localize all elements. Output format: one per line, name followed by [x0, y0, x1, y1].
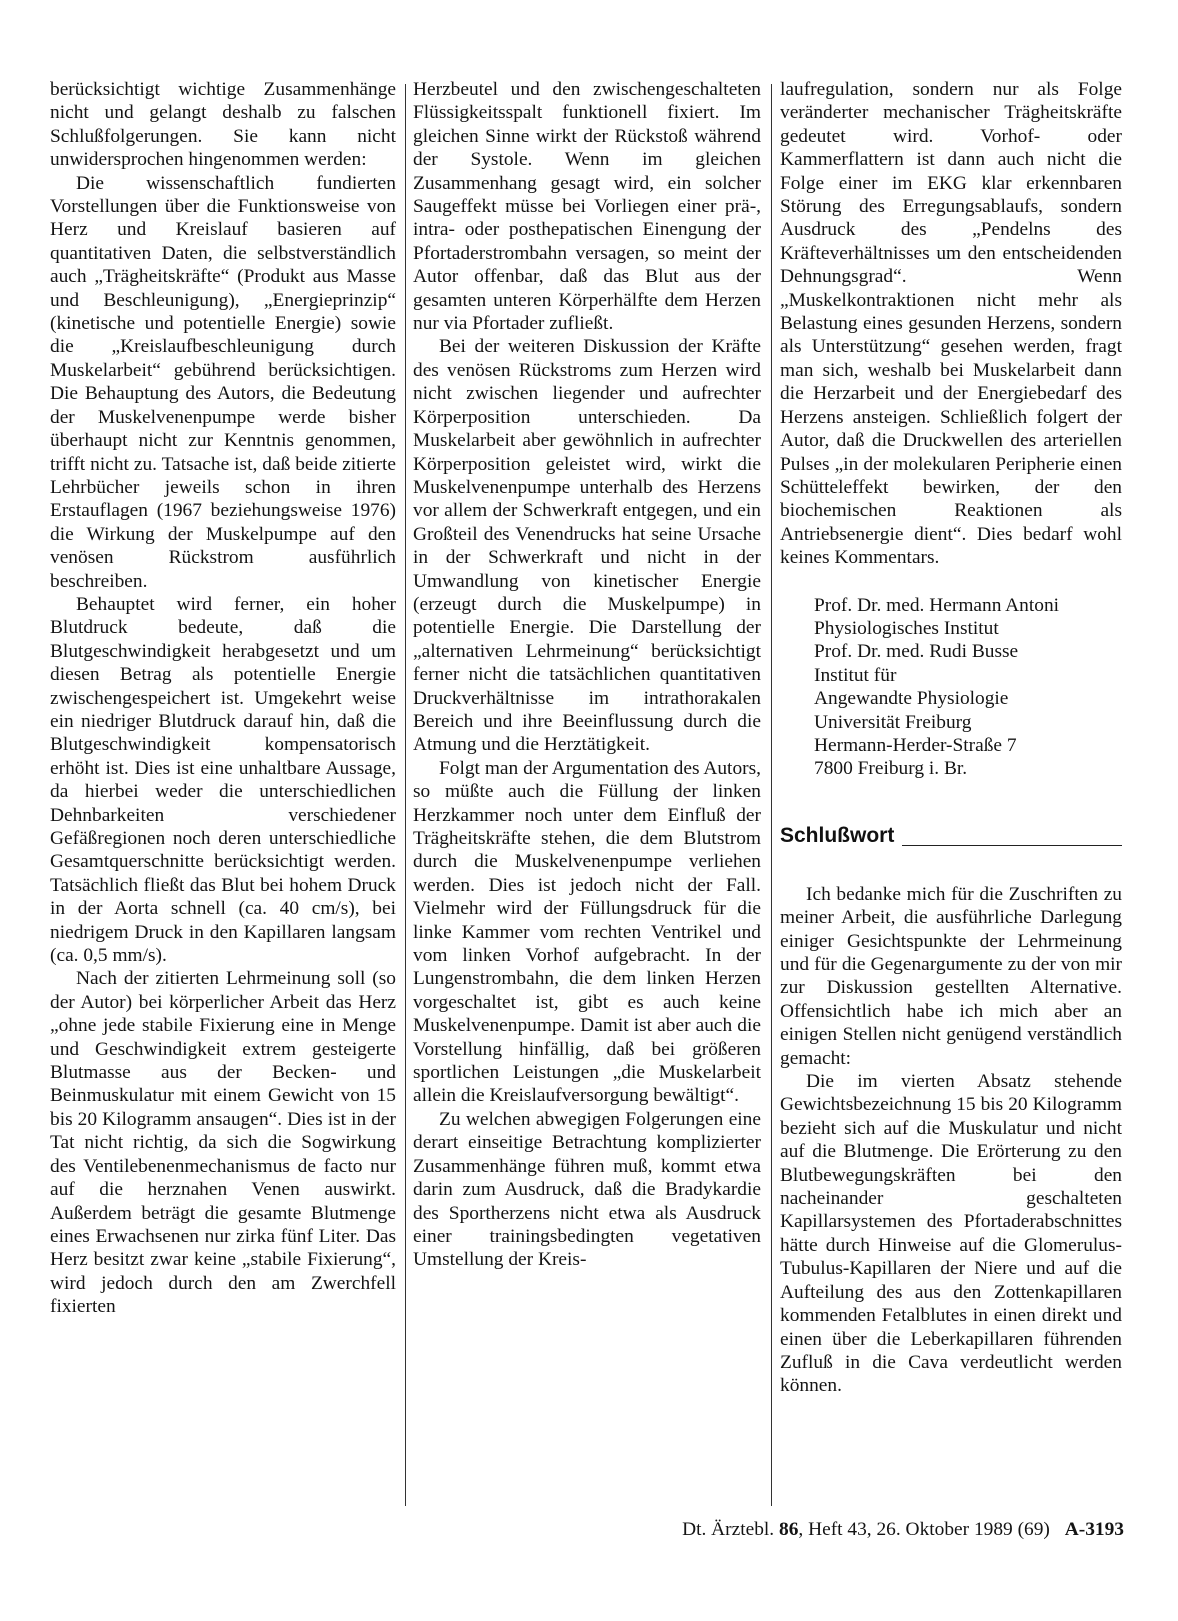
section-heading: Schlußwort: [780, 824, 902, 847]
paragraph: berücksichtigt wichtige Zusammenhänge nicht und gelangt deshalb zu falschen Schlußfolgerungen. Sie kann nicht unwidersprochen hingenommen werden:: [50, 79, 396, 171]
signature-line: 7800 Freiburg i. Br.: [814, 758, 968, 780]
page-number: A-3193: [1064, 1519, 1124, 1540]
paragraph: Nach der zitierten Lehrmeinung soll (so der Autor) bei körperlicher Arbeit das Herz „ohne jede stabile Fixierung eine in Menge und Geschwindigkeit extrem gesteigerte Blutmasse aus der Becken- und Beinmuskulatur mit einem Gewicht von 15 bis 20 Kilogramm ansaugen“. Dies ist in der Tat nicht richtig, da sich die Sogwirkung des Ventilebenenmechanismus de facto nur auf die herznahen Venen auswirkt. Außerdem beträgt die gesamte Blutmenge eines Erwachsenen nur zirka fünf Liter. Das Herz besitzt zwar keine „stabile Fixierung“, wird jedoch durch den am Zwerchfell fixierten: [50, 968, 396, 1318]
signature-line: Institut für: [814, 664, 897, 686]
section-heading-block: [780, 823, 1122, 849]
signature-line: Prof. Dr. med. Rudi Busse: [814, 641, 1019, 663]
text-column-1: [50, 78, 396, 1319]
paragraph: Bei der weiteren Diskussion der Kräfte des venösen Rückstroms zum Herzen wird nicht zwischen liegender und aufrechter Körperposition unterschieden. Da Muskelarbeit aber gewöhnlich in aufrechter Körperposition geleistet wird, wirkt die Muskelvenenpumpe unterhalb des Herzens vor allem der Schwerkraft entgegen, und ein Großteil des Venendrucks hat seine Ursache in der Schwerkraft und nicht in der Umwandlung von kinetischer Energie (erzeugt durch die Muskelpumpe) in potentielle Energie. Die Darstellung der „alternativen Lehrmeinung“ berücksichtigt ferner nicht die tatsächlichen quantitativen Druckverhältnisse im intrathorakalen Bereich und ihre Beeinflussung durch die Atmung und die Herztätigkeit.: [413, 336, 761, 756]
author-signature: [814, 594, 1122, 781]
paragraph: Die im vierten Absatz stehende Gewichtsbezeichnung 15 bis 20 Kilogramm bezieht sich auf die Muskulatur und nicht auf die Blutmenge. Die Erörterung zu den Blutbewegungskräften bei den nacheinander geschalteten Kapillarsystemen des Pfortaderabschnittes hätte durch Hinweise auf die Glomerulus-Tubulus-Kapillaren der Niere und auf die Aufteilung des aus den Zottenkapillaren kommenden Fetalblutes in einen direkt und einen über die Leberkapillaren führenden Zufluß in die Cava verdeutlicht werden können.: [780, 1071, 1122, 1397]
signature-line: Universität Freiburg: [814, 711, 972, 733]
paragraph: Herzbeutel und den zwischengeschalteten Flüssigkeitsspalt funktionell fixiert. Im gleichen Sinne wirkt der Rückstoß während der Systole. Wenn im gleichen Zusammenhang gesagt wird, ein solcher Saugeffekt müsse bei Vorliegen einer prä-, intra- oder posthepatischen Einengung der Pfortaderstrombahn versagen, so meint der Autor offenbar, daß das Blut aus der gesamten unteren Körperhälfte dem Herzen nur via Pfortader zufließt.: [413, 79, 761, 335]
signature-line: Hermann-Herder-Straße 7: [814, 734, 1017, 756]
signature-line: Physiologisches Institut: [814, 617, 999, 639]
paragraph: Ich bedanke mich für die Zuschriften zu meiner Arbeit, die ausführliche Darlegung einiger Gesichtspunkte der Lehrmeinung und für die Gegenargumente zu der von mir zur Diskussion gestellten Alternative. Offensichtlich habe ich mich aber an einigen Stellen nicht genügend verständlich gemacht:: [780, 883, 1122, 1069]
signature-line: Prof. Dr. med. Hermann Antoni: [814, 594, 1060, 616]
paragraph: Die wissenschaftlich fundierten Vorstellungen über die Funktionsweise von Herz und Kreislauf basieren auf quantitativen Daten, die selbstverständlich auch „Trägheitskräfte“ (Produkt aus Masse und Beschleunigung), „Energieprinzip“ (kinetische und potentielle Energie) sowie die „Kreislaufbeschleunigung durch Muskelarbeit“ gebührend berücksichtigen. Die Behauptung des Autors, die Bedeutung der Muskelvenenpumpe werde bisher überhaupt nicht zur Kenntnis genommen, trifft nicht zu. Tatsache ist, daß beide zitierte Lehrbücher jeweils schon in ihren Erstauflagen (1967 beziehungsweise 1976) die Wirkung der Muskelpumpe auf den venösen Rückstrom ausführlich beschreiben.: [50, 172, 396, 592]
text-column-3: [780, 78, 1122, 1398]
journal-name: Dt. Ärztebl.: [682, 1519, 775, 1540]
column-divider: [405, 84, 406, 1506]
page-footer: [682, 1518, 1124, 1542]
column-divider: [771, 84, 772, 1506]
signature-line: Angewandte Physiologie: [814, 688, 1009, 710]
journal-volume: 86: [779, 1519, 799, 1540]
text-column-2: [413, 78, 761, 1272]
paragraph: laufregulation, sondern nur als Folge veränderter mechanischer Trägheitskräfte gedeutet wird. Vorhof- oder Kammerflattern ist dann auch nicht die Folge einer im EKG klar erkennbaren Störung des Erregungsablaufs, sondern Ausdruck des „Pendelns des Kräfteverhältnisses um den entscheidenden Dehnungsgrad“. Wenn „Muskelkontraktionen nicht mehr als Belastung eines gesunden Herzens, sondern als Unterstützung“ gesehen werden, fragt man sich, weshalb bei Muskelarbeit dann die Herzarbeit und der Energiebedarf des Herzens ansteigen. Schließlich folgert der Autor, daß die Druckwellen des arteriellen Pulses „in der molekularen Peripherie einen Schütteleffekt bewirken, der den biochemischen Reaktionen als Antriebsenergie dient“. Dies bedarf wohl keines Kommentars.: [780, 79, 1122, 569]
paragraph: Behauptet wird ferner, ein hoher Blutdruck bedeute, daß die Blutgeschwindigkeit herabgesetzt und um diesen Betrag als potentielle Energie zwischengespeichert ist. Umgekehrt weise ein niedriger Blutdruck darauf hin, daß die Blutgeschwindigkeit kompensatorisch erhöht ist. Dies ist eine unhaltbare Aussage, da hierbei weder die unterschiedlichen Dehnbarkeiten verschiedener Gefäßregionen noch deren unterschiedliche Gesamtquerschnitte berücksichtigt werden. Tatsächlich fließt das Blut bei hohem Druck in der Aorta schnell (ca. 40 cm/s), bei niedrigem Druck in den Kapillaren langsam (ca. 0,5 mm/s).: [50, 593, 396, 967]
paragraph: Zu welchen abwegigen Folgerungen eine derart einseitige Betrachtung komplizierter Zusammenhänge führen muß, kommt etwa darin zum Ausdruck, daß die Bradykardie des Sportherzens nicht etwa als Ausdruck einer trainingsbedingten vegetativen Umstellung der Kreis-: [413, 1108, 761, 1271]
issue-date: , Heft 43, 26. Oktober 1989 (69): [798, 1519, 1050, 1540]
paragraph: Folgt man der Argumentation des Autors, so müßte auch die Füllung der linken Herzkammer noch unter dem Einfluß der Trägheitskräfte stehen, die dem Blutstrom durch die Muskelvenenpumpe verliehen werden. Dies ist jedoch nicht der Fall. Vielmehr wird der Füllungsdruck für die linke Kammer vom rechten Ventrikel und vom linken Vorhof aufgebracht. In der Lungenstrombahn, die dem linken Herzen vorgeschaltet ist, gibt es auch keine Muskelvenenpumpe. Damit ist aber auch die Vorstellung hinfällig, daß bei größeren sportlichen Leistungen „die Muskelarbeit allein die Kreislaufversorgung bewältigt“.: [413, 757, 761, 1107]
